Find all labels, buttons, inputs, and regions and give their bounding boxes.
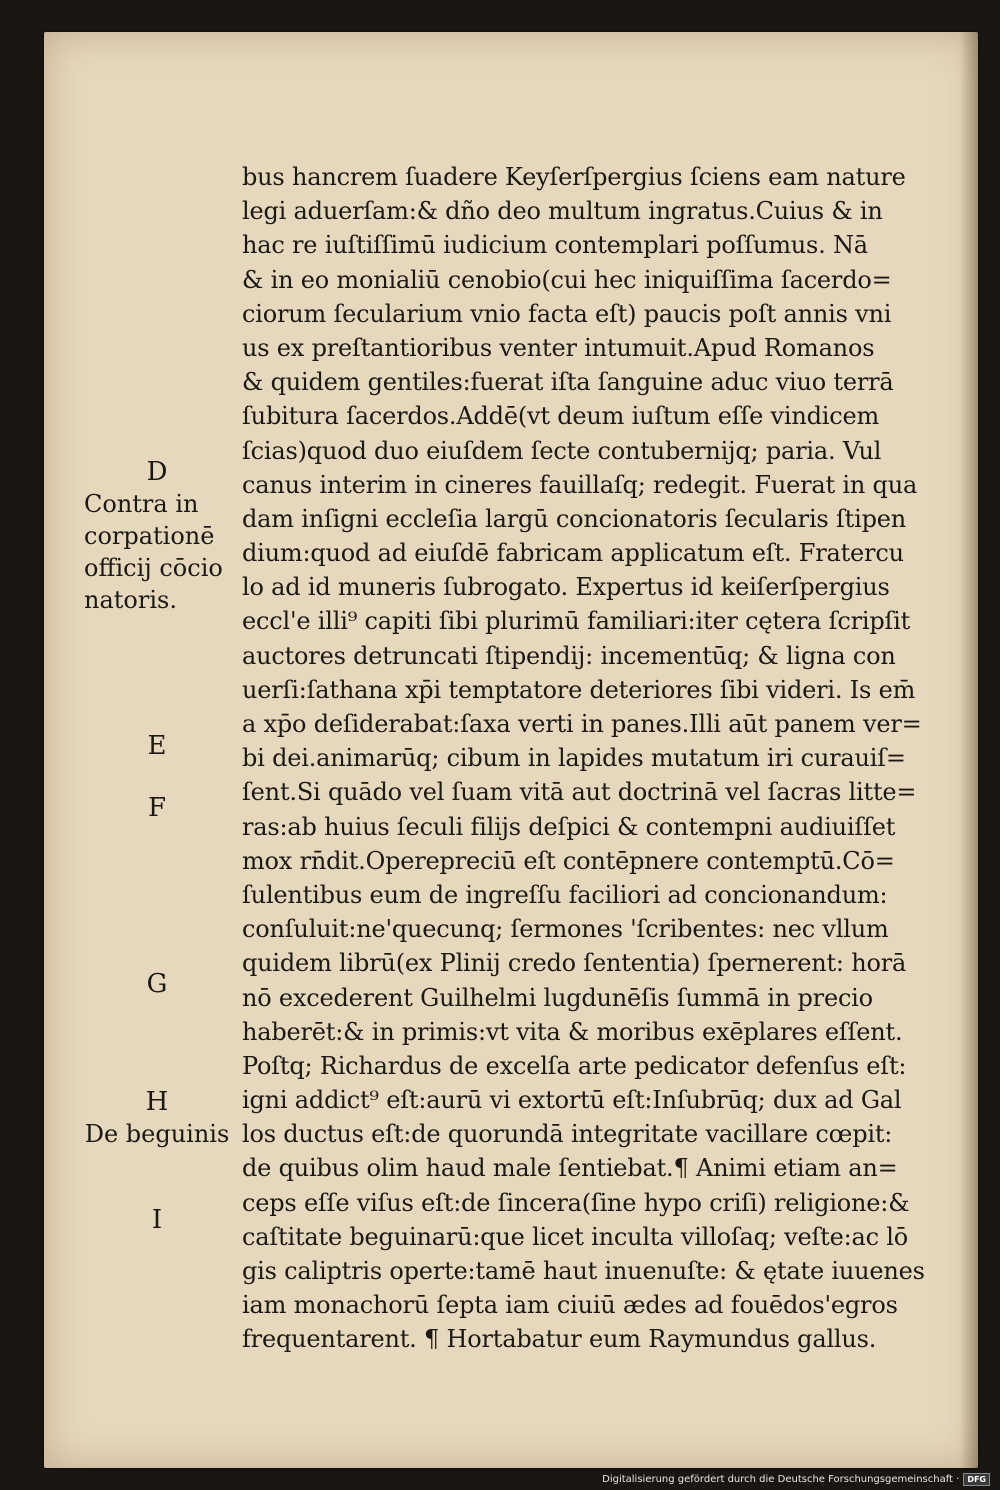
text-line: los ductus eſt:de quorundā integritate vacillare cœpit: [242,1120,893,1149]
text-line: conſuluit:ne'quecunq; ſermones 'ſcribentes: nec vllum [242,915,889,944]
text-line: legi aduerſam:& dño deo multum ingratus.Cuius & in [242,197,883,226]
text-line: Poſtq; Richardus de excelſa arte pedicator defenſus eſt: [242,1051,907,1080]
text-line: quidem librū(ex Plinij credo ſententia) ſpernerent: horā [242,949,907,978]
text-line: dium:quod ad eiuſdē fabricam applicatum eſt. Fratercu [242,539,904,568]
text-line: auctores detruncati ſtipendij: incementūq; & ligna con [242,641,896,670]
text-line: gis caliptris operte:tamē haut inuenuſte: & ętate iuuenes [242,1257,925,1285]
text-line: eccl'e illi⁹ capiti ſibi plurimū familiari:iter cętera ſcripſit [242,607,911,636]
book-page [44,32,978,1468]
page-edge-shadow [960,32,978,1468]
text-line: frequentarent. ¶ Hortabatur eum Raymundus gallus. [242,1325,877,1354]
text-line: uerſi:ſathana xp̄i temptatore deteriores ſibi videri. Is em̄ [242,675,916,704]
text-line: igni addict⁹ eſt:aurū vi extortū eſt:Inſubrūq; dux ad Gal [242,1086,902,1115]
text-line: ras:ab huius ſeculi filijs deſpici & contempni audiuiſſet [242,812,896,841]
text-line: a xp̄o deſiderabat:ſaxa verti in panes.Illi aūt panem ver= [242,710,922,738]
text-line: dam inſigni eccleſia largū concionatoris ſecularis ſtipen [242,504,906,533]
margin-letter-g: G [146,969,168,999]
text-line: mox rn̄dit.Operepreciū eſt contēpnere contemptū.Cō= [242,846,895,875]
text-line: ſulentibus eum de ingreſſu faciliori ad concionandum: [242,880,888,909]
text-line: us ex preſtantioribus venter intumuit.Apud Romanos [242,333,875,362]
margin-letter-f: F [147,793,167,823]
text-line: haberēt:& in primis:vt vita & moribus exēplares eſſent. [242,1017,903,1046]
margin-letter-d: D [146,457,168,487]
main-text-block [242,160,942,1357]
text-line: lo ad id muneris ſubrogato. Expertus id keiſerſpergius [242,573,890,602]
text-line: nō excederent Guilhelmi lugdunēſis ſummā in precio [242,983,873,1012]
text-line: iam monachorū ſepta iam ciuiū ædes ad fouēdos'egros [242,1291,898,1320]
text-line: hac re iuſtiſſimū iudicium contemplari poſſumus. Nā [242,231,868,260]
text-line: ſcias)quod duo eiuſdem ſecte contubernijq; paria. Vul [242,436,882,465]
text-line: ciorum ſecularium vnio facta eſt) paucis poſt annis vni [242,299,892,328]
margin-note-beguinis: De beguinis [84,1120,230,1148]
margin-note-line: Contra in [84,490,199,518]
margin-note-line: natoris. [84,586,177,614]
text-line: bus hancrem ſuadere Keyſerſpergius ſciens eam nature [242,163,906,191]
text-line: ſubitura ſacerdos.Addē(vt deum iuſtum eſſe vindicem [242,402,880,431]
text-line: de quibus olim haud male ſentiebat.¶ Animi etiam an= [242,1154,898,1183]
margin-note-concionatoris [72,488,242,616]
text-line: ceps eſſe viſus eſt:de ſincera(ſine hypo criſi) religione:& [242,1188,910,1217]
margin-note-line: corpationē [84,522,215,550]
credit-text: Digitalisierung gefördert durch die Deutsche Forschungsgemeinschaft · [602,1474,960,1485]
text-line: ſent.Si quādo vel ſuam vitā aut doctrinā vel ſacras litte= [242,778,917,807]
dfg-logo-icon: DFG [963,1473,990,1486]
margin-note-line: officij cōcio [84,554,223,582]
margin-letter-h: H [145,1087,169,1117]
text-line: caſtitate beguinarū:que licet inculta villoſaq; veſte:ac lō [242,1222,909,1251]
text-line: & quidem gentiles:fuerat iſta ſanguine aduc viuo terrā [242,368,894,397]
digitization-credit [602,1473,990,1486]
text-line: bi dei.animarūq; cibum in lapides mutatum iri curauiſ= [242,744,906,773]
text-line: canus interim in cineres fauillaſq; redegit. Fuerat in qua [242,470,918,499]
text-line: & in eo monialiū cenobio(cui hec iniquiſſima ſacerdo= [242,265,892,294]
margin-letter-e: E [147,731,167,761]
margin-letter-i: I [151,1205,163,1235]
